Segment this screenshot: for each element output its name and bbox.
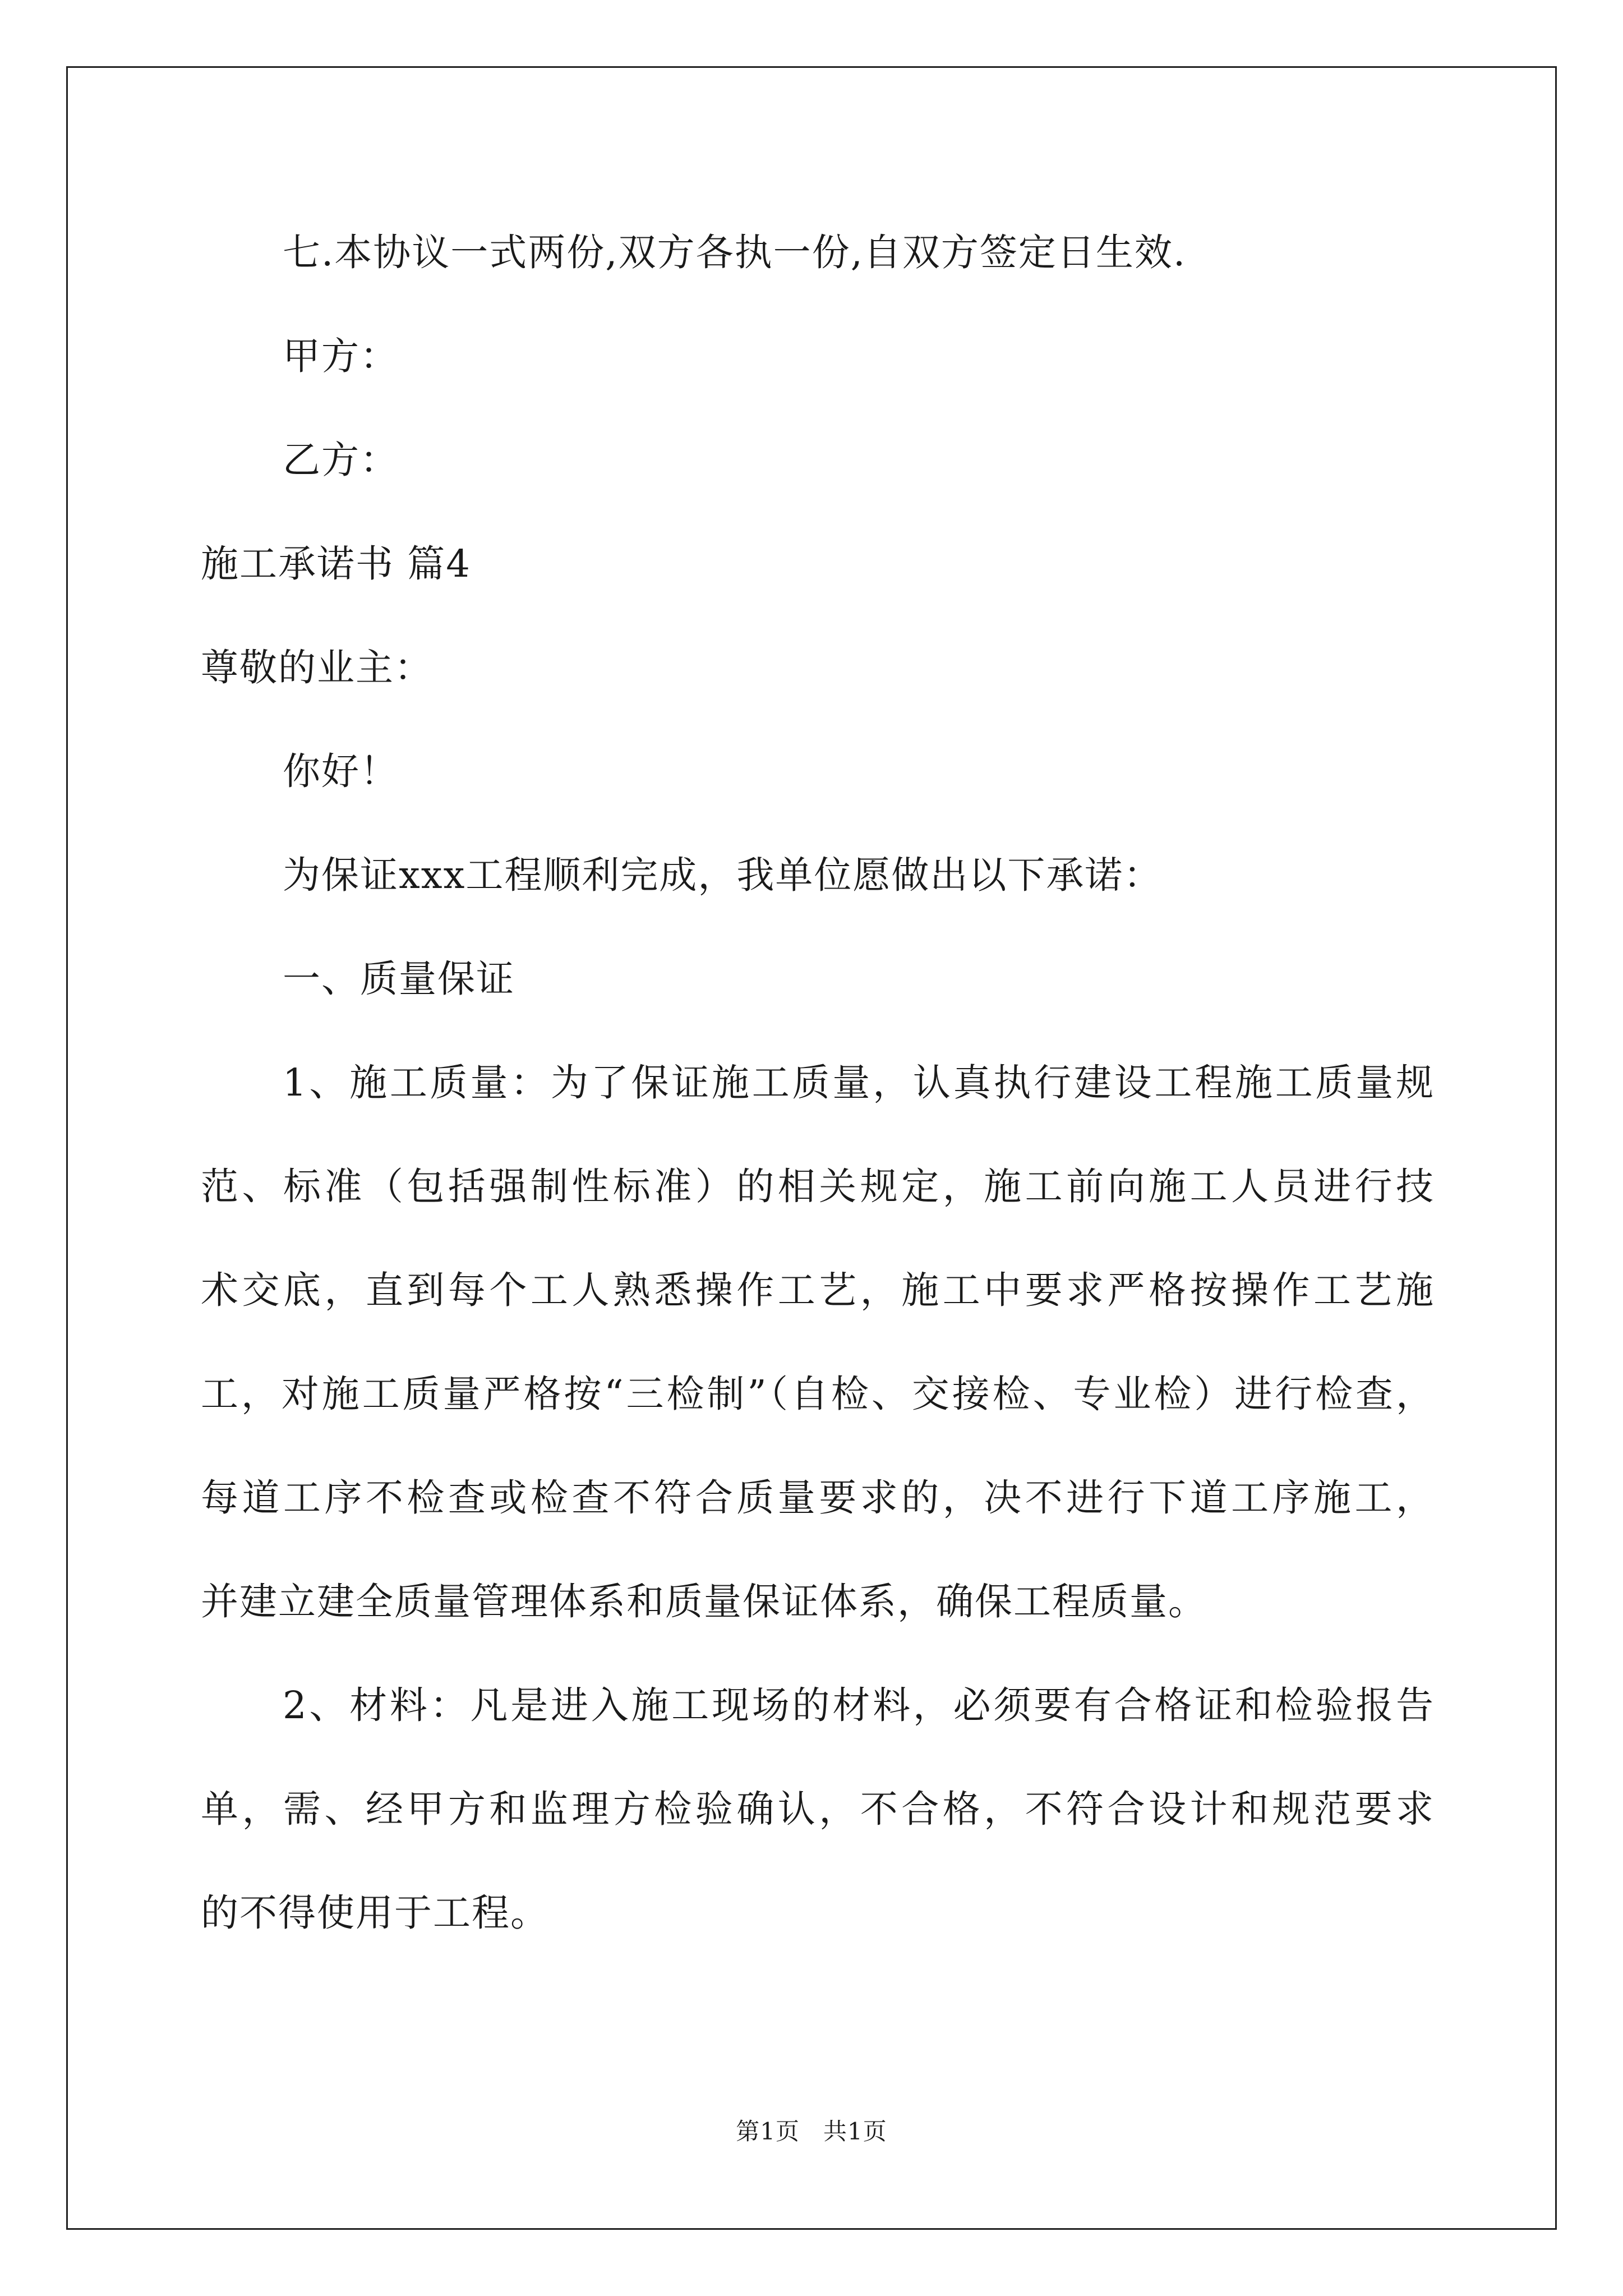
salutation: 尊敬的业主：	[201, 646, 433, 689]
section-heading: 施工承诺书 篇4	[201, 542, 471, 586]
paragraph-line: 单，需、经甲方和监理方检验确认，不合格，不符合设计和规范要求	[201, 1787, 1435, 1831]
paragraph-line: 的不得使用于工程。	[201, 1891, 549, 1935]
subheading-quality: 一、质量保证	[283, 957, 515, 1001]
party-a-label: 甲方：	[283, 334, 399, 378]
paragraph-line: 并建立建全质量管理体系和质量保证体系，确保工程质量。	[201, 1580, 1207, 1623]
paragraph-line: 工，对施工质量严格按“三检制”（自检、交接检、专业检）进行检查，	[201, 1372, 1435, 1416]
paragraph-line: 2、材料：凡是进入施工现场的材料，必须要有合格证和检验报告	[283, 1683, 1435, 1727]
clause-seven: 七.本协议一式两份,双方各执一份,自双方签定日生效.	[283, 231, 1187, 274]
party-b-label: 乙方：	[283, 438, 399, 482]
intro-paragraph: 为保证xxx工程顺利完成，我单位愿做出以下承诺：	[283, 853, 1163, 897]
paragraph-line: 每道工序不检查或检查不符合质量要求的，决不进行下道工序施工，	[201, 1476, 1435, 1520]
page-number: 第1页	[736, 2118, 800, 2145]
greeting: 你好！	[283, 749, 399, 793]
page-footer	[0, 2115, 1623, 2148]
page-total: 共1页	[823, 2118, 887, 2145]
paragraph-line: 范、标准（包括强制性标准）的相关规定，施工前向施工人员进行技	[201, 1165, 1435, 1208]
paragraph-line: 1、施工质量：为了保证施工质量，认真执行建设工程施工质量规	[283, 1061, 1435, 1105]
paragraph-line: 术交底，直到每个工人熟悉操作工艺，施工中要求严格按操作工艺施	[201, 1268, 1435, 1312]
